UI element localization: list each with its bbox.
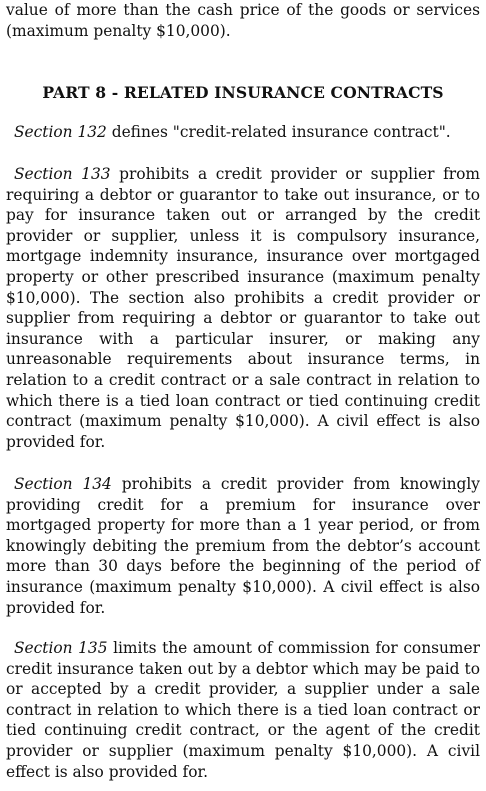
- section-134-paragraph: [6, 474, 480, 618]
- section-133-paragraph: [6, 164, 480, 452]
- section-135-paragraph: [6, 638, 480, 782]
- section-ref: Section 132: [14, 123, 107, 141]
- section-ref: Section 134: [14, 475, 112, 493]
- section-text: prohibits a credit provider from knowingly providing credit for a premium for insurance over mortgaged property for more than a 1 year period, or from knowingly debiting the premium from the debtor’s account more than 30 days before the beginning of the period of insurance (maximum penalty $10,000). A civil effect is also provided for.: [6, 475, 480, 617]
- part-heading: PART 8 - RELATED INSURANCE CONTRACTS: [42, 83, 444, 102]
- continuation-paragraph: value of more than the cash price of the goods or services (maximum penalty $10,000).: [6, 1, 480, 40]
- section-text: prohibits a credit provider or supplier from requiring a debtor or guarantor to take out insurance, or to pay for insurance taken out or arranged by the credit provider or supplier, unless it is compulsory insurance, mortgage indemnity insurance, insurance over mortgaged property or other prescribed insurance (maximum penalty $10,000). The section also prohibits a credit provider or supplier from requiring a debtor or guarantor to take out insurance with a particular insurer, or making any unreasonable requirements about insurance terms, in relation to a credit contract or a sale contract in relation to which there is a tied loan contract or tied continuing credit contract (maximum penalty $10,000). A civil effect is also provided for.: [6, 165, 480, 451]
- section-132-paragraph: [6, 122, 480, 143]
- section-text: limits the amount of commission for consumer credit insurance taken out by a debtor which may be paid to or accepted by a credit provider, a supplier under a sale contract in relation to which there is a tied loan contract or tied continuing credit contract, or the agent of the credit provider or supplier (maximum penalty $10,000). A civil effect is also provided for.: [6, 639, 480, 781]
- section-ref: Section 133: [14, 165, 111, 183]
- section-ref: Section 135: [14, 639, 108, 657]
- section-text: defines "credit-related insurance contract".: [106, 123, 451, 141]
